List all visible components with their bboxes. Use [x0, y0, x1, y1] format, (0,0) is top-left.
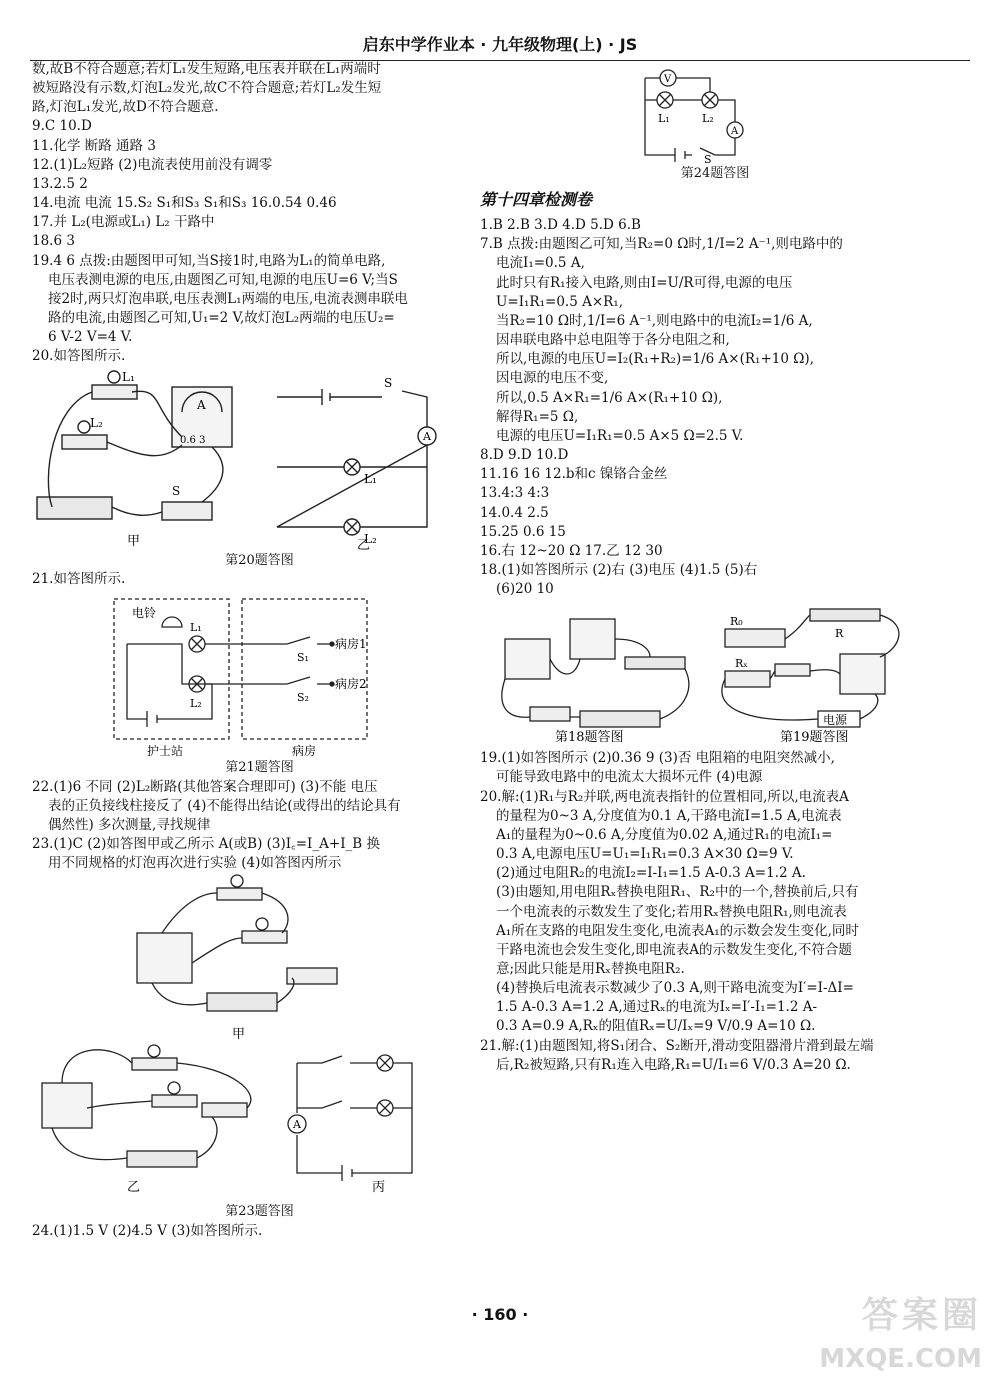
figure-24-svg	[480, 60, 950, 165]
text-line: 当R₂=10 Ω时,1/I=6 A⁻¹,则电路中的电流I₂=1/6 A,	[496, 312, 813, 329]
fig20-switch-S: S	[384, 375, 393, 390]
fig19-caption: 第19题答图	[780, 730, 849, 746]
text-line: 11.16 16 12.b和c 镍铬合金丝	[480, 466, 668, 483]
figure-23	[32, 873, 487, 1221]
figure-21-svg	[32, 589, 487, 759]
fig21-L1: L₁	[190, 621, 202, 635]
fig23-yi	[42, 1045, 251, 1167]
text-line: 数,故B不符合题意;若灯L₁发生短路,电压表并联在L₁两端时	[32, 61, 381, 77]
text-line: 15.25 0.6 15	[480, 523, 566, 540]
text-line: 9.C 10.D	[32, 118, 92, 135]
text-line: 偶然性) 多次测量,寻找规律	[48, 816, 211, 833]
fig21-bell-label: 电铃	[132, 606, 157, 621]
text-line: (6)20 10	[496, 581, 554, 598]
fig18-caption: 第18题答图	[555, 730, 624, 746]
fig24-L2: L₂	[702, 112, 714, 125]
text-line: 14.电流 电流 15.S₂ S₁和S₃ S₁和S₃ 16.0.54 0.46	[32, 195, 337, 212]
text-line: 6 V-2 V=4 V.	[48, 329, 133, 346]
text-line: A₁的量程为0~0.6 A,分度值为0.02 A,通过R₁的电流I₁=	[496, 826, 833, 843]
fig21-L2: L₂	[190, 697, 202, 711]
text-line: 0.3 A=0.9 A,Rₓ的阻值Rₓ=U/Iₓ=9 V/0.9 A=10 Ω.	[496, 1018, 816, 1035]
text-line: 1.5 A-0.3 A=1.2 A,通过Rₓ的电流为Iₓ=I′-I₁=1.2 A-	[496, 999, 818, 1016]
text-line: 因串联电路中总电阻等于各分电阻之和,	[496, 332, 730, 349]
fig20-label-L2: L₂	[90, 415, 103, 430]
figure-24	[480, 60, 950, 183]
figure-18-19	[480, 599, 950, 749]
text-line: 13.4:3 4:3	[480, 485, 550, 502]
chapter-title: 第十四章检测卷	[480, 190, 593, 210]
watermark-url: MXQE.COM	[819, 1344, 982, 1375]
text-line: 24.(1)1.5 V (2)4.5 V (3)如答图所示.	[32, 1222, 263, 1239]
fig18-circuit	[502, 619, 689, 727]
fig21-S1: S₁	[297, 651, 309, 665]
fig21-ward: 病房	[292, 744, 317, 759]
text-line: 21.如答图所示.	[32, 570, 126, 587]
figure-21-caption: 第21题答图	[225, 760, 294, 776]
text-line: U=I₁R₁=0.5 A×R₁,	[496, 293, 624, 310]
text-line: 11.化学 断路 通路 3	[32, 137, 156, 154]
text-line: 17.并 L₂(电源或L₁) L₂ 干路中	[32, 214, 215, 231]
fig24-L1: L₁	[658, 112, 670, 125]
right-column	[480, 60, 950, 1075]
text-line: 18.6 3	[32, 233, 75, 250]
text-line: 1.B 2.B 3.D 4.D 5.D 6.B	[480, 217, 641, 234]
text-line: 18.(1)如答图所示 (2)右 (3)电压 (4)1.5 (5)右	[480, 561, 758, 578]
text-line: 被短路没有示数,灯泡L₂发光,故C不符合题意;若灯L₂发生短	[32, 80, 382, 97]
fig20-ammeter-A: A	[423, 429, 431, 443]
fig23-label-yi: 乙	[127, 1180, 141, 1196]
left-column	[32, 60, 487, 1241]
text-line: 路,灯泡L₁发光,故D不符合题意.	[32, 99, 219, 116]
text-line: 因电源的电压不变,	[496, 370, 609, 387]
fig20-label-L1: L₁	[122, 369, 135, 384]
text-line: 19.4 6 点拨:由题图甲可知,当S接1时,电路为L₁的简单电路,	[32, 252, 386, 269]
text-line: 此时只有R₁接入电路,则由I=U/R可得,电源的电压	[496, 274, 793, 291]
text-line: 接2时,两只灯泡串联,电压表测L₁两端的电压,电流表测串联电	[48, 290, 408, 307]
fig20-label-A: A	[197, 397, 206, 412]
text-line: 16.右 12~20 Ω 17.乙 12 30	[480, 542, 663, 559]
fig21-room2: 病房2	[335, 677, 367, 692]
fig20-meter-scale: 0.6 3	[180, 434, 206, 446]
text-line: 解得R₁=5 Ω,	[496, 408, 579, 425]
text-line: 后,R₂被短路,只有R₁连入电路,R₁=U/I₁=6 V/0.3 A=20 Ω.	[496, 1056, 851, 1073]
text-line: 电流I₁=0.5 A,	[496, 255, 585, 272]
fig19-power: 电源	[823, 713, 848, 728]
text-line: 20.解:(1)R₁与R₂并联,两电流表指针的位置相同,所以,电流表A	[480, 788, 849, 805]
fig20-label-yi: 乙	[357, 537, 371, 552]
figure-18-19-svg	[480, 599, 950, 749]
text-line: 路的电流,由题图乙可知,U₁=2 V,故灯泡L₂两端的电压U₂=	[48, 310, 395, 327]
fig21-room1: 病房1	[335, 637, 367, 652]
page-header: 启东中学作业本 · 九年级物理(上) · JS	[30, 34, 970, 61]
text-line: (2)通过电阻R₂的电流I₂=I-I₁=1.5 A-0.3 A=1.2 A.	[496, 865, 806, 882]
text-line: 7.B 点拨:由题图乙可知,当R₂=0 Ω时,1/I=2 A⁻¹,则电路中的	[480, 236, 843, 253]
fig23-bing	[288, 1055, 412, 1181]
fig19-circuit	[722, 609, 899, 727]
fig24-voltmeter: V	[664, 74, 672, 85]
fig21-station: 护士站	[147, 744, 184, 759]
text-line: (4)替换后电流表示数减少了0.3 A,则干路电流变为I′=I-ΔI=	[496, 980, 854, 997]
text-line: 电压表测电源的电压,由题图乙可知,电源的电压U=6 V;当S	[48, 271, 398, 288]
fig24-S: S	[704, 153, 712, 165]
text-line: 19.(1)如答图所示 (2)0.36 9 (3)否 电阻箱的电阻突然减小,	[480, 750, 835, 767]
text-line: 表的正负接线柱接反了 (4)不能得出结论(或得出的结论具有	[48, 797, 401, 814]
text-line: 20.如答图所示.	[32, 348, 126, 365]
fig19-Rx: Rₓ	[735, 657, 748, 671]
text-line: A₁所在支路的电阻发生变化,电流表A₁的示数会发生变化,同时	[496, 922, 859, 939]
figure-21	[32, 589, 487, 777]
fig20-schematic	[277, 389, 436, 535]
text-line: 8.D 9.D 10.D	[480, 447, 569, 464]
figure-20-svg	[32, 367, 487, 552]
figure-23-caption: 第23题答图	[225, 1204, 294, 1220]
fig20-lamp-L2: L₂	[364, 531, 377, 546]
fig24-ammeter: A	[731, 126, 739, 137]
fig19-R: R	[835, 627, 844, 641]
fig20-lamp-L1: L₁	[364, 471, 377, 486]
figure-20	[32, 367, 487, 570]
figure-23-svg	[32, 873, 487, 1203]
page-number: · 160 ·	[471, 1305, 529, 1324]
text-line: 意;因此只能是用Rₓ替换电阻R₂.	[496, 961, 685, 978]
text-line: 所以,电源的电压U=I₂(R₁+R₂)=1/6 A×(R₁+10 Ω),	[496, 351, 814, 368]
fig19-R0: R₀	[730, 615, 743, 629]
watermark	[819, 1290, 982, 1378]
fig20-label-S: S	[172, 483, 181, 498]
figure-24-caption: 第24题答图	[680, 166, 750, 181]
fig20-label-jia: 甲	[127, 533, 141, 549]
fig23-label-bing: 丙	[372, 1180, 386, 1196]
text-line: 所以,0.5 A×R₁=1/6 A×(R₁+10 Ω),	[496, 389, 723, 406]
text-line: 13.2.5 2	[32, 175, 88, 192]
fig23-jia	[137, 875, 337, 1011]
fig23-ammeter: A	[293, 1118, 301, 1132]
text-line: 14.0.4 2.5	[480, 504, 549, 521]
text-line: 23.(1)C (2)如答图甲或乙所示 A(或B) (3)I꜀=I_A+I_B 换	[32, 836, 380, 853]
text-line: 22.(1)6 不同 (2)L₂断路(其他答案合理即可) (3)不能 电压	[32, 778, 378, 795]
fig21-S2: S₂	[297, 691, 309, 705]
text-line: 干路电流也会发生变化,即电流表A的示数发生变化,不符合题	[496, 941, 852, 958]
figure-20-caption: 第20题答图	[225, 552, 294, 568]
watermark-main: 答案圈	[861, 1295, 982, 1336]
text-line: 可能导致电路中的电流太大损坏元件 (4)电源	[496, 769, 763, 786]
fig23-label-jia: 甲	[232, 1027, 246, 1043]
text-line: 用不同规格的灯泡再次进行实验 (4)如答图丙所示	[48, 855, 342, 872]
text-line: 0.3 A,电源电压U=U₁=I₁R₁=0.3 A×30 Ω=9 V.	[496, 846, 794, 863]
text-line: 21.解:(1)由题图知,将S₁闭合、S₂断开,滑动变阻器滑片滑到最左端	[480, 1037, 874, 1054]
text-line: 一个电流表的示数发生了变化;若用Rₓ替换电阻R₁,则电流表	[496, 903, 847, 920]
text-line: (3)由题知,用电阻Rₓ替换电阻R₁、R₂中的一个,替换前后,只有	[496, 884, 859, 901]
text-line: 的量程为0~3 A,分度值为0.1 A,干路电流I=1.5 A,电流表	[496, 807, 842, 824]
text-line: 电源的电压U=I₁R₁=0.5 A×5 Ω=2.5 V.	[496, 427, 744, 444]
text-line: 12.(1)L₂短路 (2)电流表使用前没有调零	[32, 156, 273, 173]
